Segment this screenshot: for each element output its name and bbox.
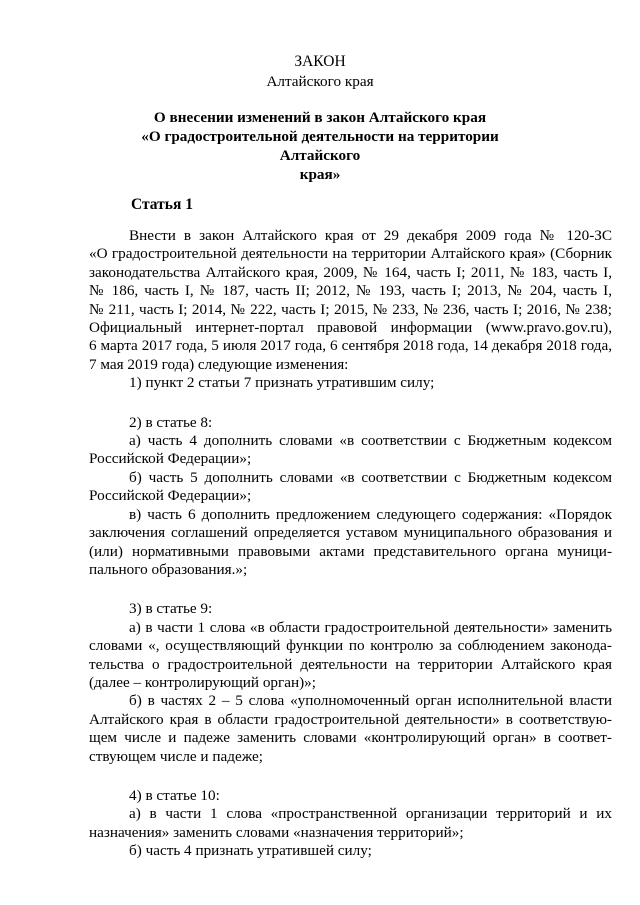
article-title: Статья 1	[131, 196, 193, 213]
text-line: (далее – контролирующий орган)»;	[89, 673, 316, 691]
text-line: щем числе и падеже заменить словами «контролирующий орган» в соответ-	[89, 729, 612, 747]
text-line: 2) в статье 8:	[129, 413, 213, 431]
text-line: а) часть 4 дополнить словами «в соответствии с Бюджетным кодексом	[129, 432, 612, 450]
law-label: ЗАКОН	[294, 53, 346, 70]
text-line: Официальный интернет-портал правовой информации (www.pravo.gov.ru),	[89, 319, 612, 337]
text-line: а) в части 1 слова «в области градостроительной деятельности» заменить	[129, 618, 612, 636]
text-line: б) часть 4 признать утратившей силу;	[129, 842, 372, 860]
text-line: 6 марта 2017 года, 5 июля 2017 года, 6 сентября 2018 года, 14 декабря 2018 года,	[89, 337, 612, 355]
text-line: Внести в закон Алтайского края от 29 декабря 2009 года № 120-ЗС	[129, 227, 612, 244]
text-line: Российской Федерации»;	[89, 450, 252, 468]
text-line: «О градостроительной деятельности на территории Алтайского края» (Сборник	[89, 245, 612, 263]
paragraph-gap	[89, 766, 612, 787]
text-line: а) в части 1 слова «пространственной организации территорий и их	[129, 805, 612, 823]
text-line: в) часть 6 дополнить предложением следующего содержания: «Порядок	[129, 505, 612, 523]
article-body	[89, 227, 612, 861]
text-line: заключения соглашений определяется уставом муниципального образования и	[89, 524, 612, 542]
title-block	[0, 52, 640, 92]
text-line: пального образования.»;	[89, 560, 248, 578]
text-line: Российской Федерации»;	[89, 487, 252, 505]
text-line: 4) в статье 10:	[129, 786, 220, 804]
heading-line: края»	[299, 166, 341, 183]
paragraph-gap	[89, 579, 612, 600]
text-line: Алтайского края в области градостроительной деятельности» в соответствую-	[89, 710, 612, 728]
text-line: словами «, осуществляющий функции по контролю за соблюдением законода-	[89, 637, 612, 655]
heading-line: О внесении изменений в закон Алтайского края	[153, 109, 487, 126]
text-line: ствующем числе и падеже;	[89, 747, 263, 765]
text-line: тельства о градостроительной деятельности на территории Алтайского края	[89, 655, 612, 673]
text-line: 7 мая 2019 года) следующие изменения:	[89, 355, 349, 373]
text-line: законодательства Алтайского края, 2009, № 164, часть I; 2011, № 183, часть I,	[89, 263, 612, 281]
text-line: 1) пункт 2 статьи 7 признать утратившим силу;	[129, 374, 435, 392]
region-label: Алтайского края	[266, 73, 374, 90]
text-line: 3) в статье 9:	[129, 600, 213, 618]
text-line: (или) нормативными правовыми актами представительного органа муници-	[89, 542, 612, 560]
text-line: назначения» заменить словами «назначения территорий»;	[89, 823, 464, 841]
heading-line: «О градостроительной деятельности на территории Алтайского	[141, 128, 499, 164]
text-line: № 186, часть I, № 187, часть II; 2012, № 193, часть I; 2013, № 204, часть I,	[89, 282, 612, 300]
law-heading	[100, 108, 540, 184]
text-line: б) часть 5 дополнить словами «в соответствии с Бюджетным кодексом	[129, 468, 612, 486]
paragraph-gap	[89, 393, 612, 414]
text-line: б) в частях 2 – 5 слова «уполномоченный орган исполнительной власти	[129, 692, 612, 710]
text-line: № 211, часть I; 2014, № 222, часть I; 2015, № 233, № 236, часть I; 2016, № 238;	[89, 300, 612, 318]
